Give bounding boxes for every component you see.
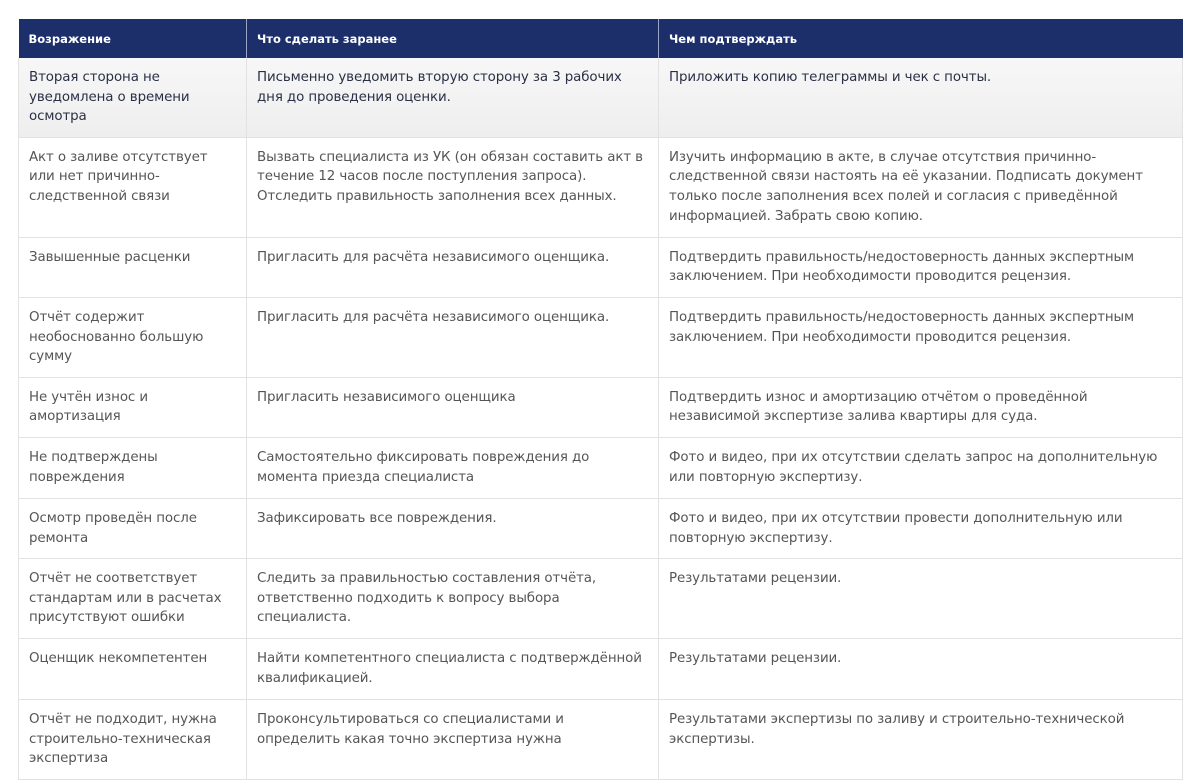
cell-what-to-do: Пригласить независимого оценщика (247, 377, 659, 437)
cell-objection: Завышенные расценки (19, 237, 247, 297)
table-header (19, 19, 1183, 58)
table-row (19, 700, 1183, 780)
cell-objection: Отчёт не соответствует стандартам или в расчетах присутствуют ошибки (19, 559, 247, 639)
table-row (19, 297, 1183, 377)
cell-how-to-confirm: Приложить копию телеграммы и чек с почты. (659, 58, 1183, 137)
cell-what-to-do: Самостоятельно фиксировать повреждения до момента приезда специалиста (247, 437, 659, 498)
cell-how-to-confirm: Подтвердить правильность/недостоверность данных экспертным заключением. При необходимости проводится рецензия. (659, 237, 1183, 297)
cell-how-to-confirm: Подтвердить правильность/недостоверность данных экспертным заключением. При необходимости проводится рецензия. (659, 297, 1183, 377)
cell-objection: Оценщик некомпетентен (19, 639, 247, 700)
table-row (19, 437, 1183, 498)
objections-table-container (18, 19, 1182, 780)
table-row (19, 58, 1183, 137)
table-row (19, 559, 1183, 639)
header-objection: Возражение (19, 19, 247, 58)
cell-how-to-confirm: Фото и видео, при их отсутствии провести дополнительную или повторную экспертизу. (659, 498, 1183, 558)
cell-how-to-confirm: Фото и видео, при их отсутствии сделать запрос на дополнительную или повторную экспертизу. (659, 437, 1183, 498)
cell-how-to-confirm: Подтвердить износ и амортизацию отчётом о проведённой независимой экспертизе залива квартиры для суда. (659, 377, 1183, 437)
cell-how-to-confirm: Изучить информацию в акте, в случае отсутствия причинно-следственной связи настоять на её указании. Подписать документ только после заполнения всех полей и согласия с приведённой информацией. Забрать свою копию. (659, 137, 1183, 237)
table-row (19, 498, 1183, 558)
table-row (19, 137, 1183, 237)
cell-how-to-confirm: Результатами рецензии. (659, 639, 1183, 700)
cell-what-to-do: Найти компетентного специалиста с подтверждённой квалификацией. (247, 639, 659, 700)
table-body (19, 58, 1183, 780)
cell-objection: Вторая сторона не уведомлена о времени осмотра (19, 58, 247, 137)
header-how-to-confirm: Чем подтверждать (659, 19, 1183, 58)
cell-objection: Не учтён износ и амортизация (19, 377, 247, 437)
cell-how-to-confirm: Результатами рецензии. (659, 559, 1183, 639)
cell-what-to-do: Проконсультироваться со специалистами и определить какая точно экспертиза нужна (247, 700, 659, 780)
header-what-to-do: Что сделать заранее (247, 19, 659, 58)
cell-objection: Отчёт не подходит, нужна строительно-техническая экспертиза (19, 700, 247, 780)
cell-objection: Не подтверждены повреждения (19, 437, 247, 498)
cell-what-to-do: Зафиксировать все повреждения. (247, 498, 659, 558)
cell-what-to-do: Пригласить для расчёта независимого оценщика. (247, 237, 659, 297)
cell-how-to-confirm: Результатами экспертизы по заливу и строительно-технической экспертизы. (659, 700, 1183, 780)
cell-objection: Акт о заливе отсутствует или нет причинно-следственной связи (19, 137, 247, 237)
cell-what-to-do: Вызвать специалиста из УК (он обязан составить акт в течение 12 часов после поступления запроса). Отследить правильность заполнения всех данных. (247, 137, 659, 237)
cell-objection: Отчёт содержит необоснованно большую сумму (19, 297, 247, 377)
table-row (19, 639, 1183, 700)
cell-what-to-do: Письменно уведомить вторую сторону за 3 рабочих дня до проведения оценки. (247, 58, 659, 137)
table-row (19, 237, 1183, 297)
table-row (19, 377, 1183, 437)
cell-objection: Осмотр проведён после ремонта (19, 498, 247, 558)
objections-table (18, 19, 1183, 780)
cell-what-to-do: Пригласить для расчёта независимого оценщика. (247, 297, 659, 377)
cell-what-to-do: Следить за правильностью составления отчёта, ответственно подходить к вопросу выбора специалиста. (247, 559, 659, 639)
header-row (19, 19, 1183, 58)
